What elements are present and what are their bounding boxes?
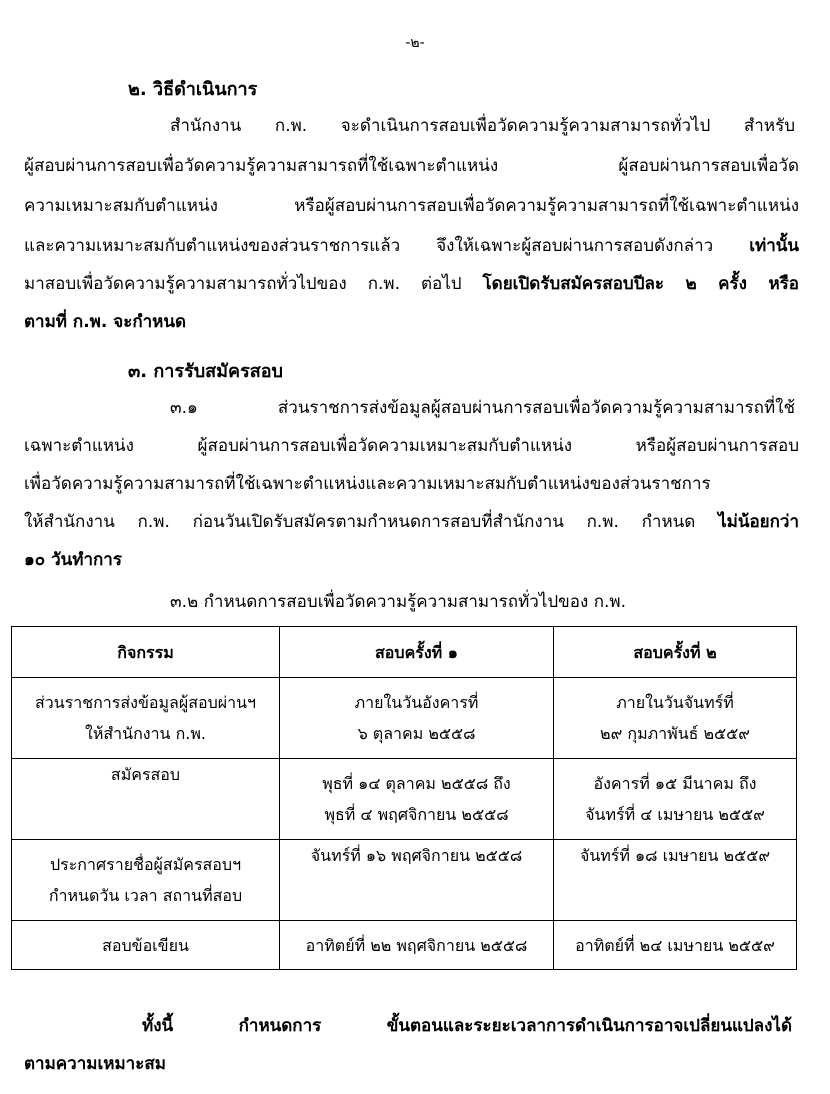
header-activity: กิจกรรม xyxy=(12,627,280,678)
closing-line-1: ทั้งนี้ กำหนดการ ขั้นตอนและระยะเวลาการดำเนินการอาจเปลี่ยนแปลงได้ xyxy=(142,1016,792,1036)
round-2-cell: จันทร์ที่ ๑๘ เมษายน ๒๕๕๙ xyxy=(554,840,797,921)
table-row xyxy=(12,678,797,759)
not-less-than-text: ไม่น้อยกว่า xyxy=(718,512,799,532)
section-3-1-line-1: ๓.๑ ส่วนราชการส่งข้อมูลผู้สอบผ่านการสอบเพื่อวัดความรู้ความสามารถที่ใช้ xyxy=(170,398,795,418)
activity-cell: ประกาศรายชื่อผู้สมัครสอบฯ กำหนดวัน เวลา สถานที่สอบ xyxy=(12,840,280,921)
bold-twice-text: โดยเปิดรับสมัครสอบปีละ ๒ ครั้ง หรือ xyxy=(482,274,800,294)
round-2-cell: ภายในวันจันทร์ที่ ๒๙ กุมภาพันธ์ ๒๕๕๙ xyxy=(554,678,797,759)
header-round-1: สอบครั้งที่ ๑ xyxy=(280,627,554,678)
section-3-2-line: ๓.๒ กำหนดการสอบเพื่อวัดความรู้ความสามารถทั่วไปของ ก.พ. xyxy=(170,592,627,612)
activity-cell: สมัครสอบ xyxy=(12,759,280,840)
round-1-cell: จันทร์ที่ ๑๖ พฤศจิกายน ๒๕๕๘ xyxy=(280,840,554,921)
table-row xyxy=(12,840,797,921)
round-2-cell: อาทิตย์ที่ ๒๔ เมษายน ๒๕๕๙ xyxy=(554,921,797,970)
table-row xyxy=(12,921,797,970)
round-1-cell: ภายในวันอังคารที่ ๖ ตุลาคม ๒๕๕๘ xyxy=(280,678,554,759)
page-number: -๒- xyxy=(405,35,425,51)
exam-schedule-table xyxy=(11,626,797,970)
section-2-line-4: และความเหมาะสมกับตำแหน่งของส่วนราชการแล้ว จึงให้เฉพาะผู้สอบผ่านการสอบดังกล่าว เท่านั้น xyxy=(24,236,799,256)
section-2-line-1: สำนักงาน ก.พ. จะดำเนินการสอบเพื่อวัดความรู้ความสามารถทั่วไป สำหรับ xyxy=(170,116,795,136)
section-2-line-2: ผู้สอบผ่านการสอบเพื่อวัดความรู้ความสามารถที่ใช้เฉพาะตำแหน่ง ผู้สอบผ่านการสอบเพื่อวัด xyxy=(24,156,799,176)
round-2-cell: อังคารที่ ๑๕ มีนาคม ถึง จันทร์ที่ ๔ เมษายน ๒๕๕๙ xyxy=(554,759,797,840)
section-3-1-line-5: ๑๐ วันทำการ xyxy=(24,550,122,570)
section-2-line-6: ตามที่ ก.พ. จะกำหนด xyxy=(24,312,187,332)
closing-line-2: ตามความเหมาะสม xyxy=(24,1054,166,1074)
section-2-heading: ๒. วิธีดำเนินการ xyxy=(128,79,258,100)
bold-only-text: เท่านั้น xyxy=(749,236,799,256)
table-header-row xyxy=(12,627,797,678)
round-1-cell: พุธที่ ๑๔ ตุลาคม ๒๕๕๘ ถึง พุธที่ ๔ พฤศจิกายน ๒๕๕๘ xyxy=(280,759,554,840)
section-3-1-line-4: ให้สำนักงาน ก.พ. ก่อนวันเปิดรับสมัครตามกำหนดการสอบที่สำนักงาน ก.พ. กำหนด ไม่น้อยกว่า xyxy=(24,512,799,532)
activity-cell: ส่วนราชการส่งข้อมูลผู้สอบผ่านฯ ให้สำนักงาน ก.พ. xyxy=(12,678,280,759)
section-3-1-line-2: เฉพาะตำแหน่ง ผู้สอบผ่านการสอบเพื่อวัดความเหมาะสมกับตำแหน่ง หรือผู้สอบผ่านการสอบ xyxy=(24,436,799,456)
section-2-line-3: ความเหมาะสมกับตำแหน่ง หรือผู้สอบผ่านการสอบเพื่อวัดความรู้ความสามารถที่ใช้เฉพาะตำแหน่ง xyxy=(24,196,799,216)
header-round-2: สอบครั้งที่ ๒ xyxy=(554,627,797,678)
section-3-1-line-3: เพื่อวัดความรู้ความสามารถที่ใช้เฉพาะตำแหน่งและความเหมาะสมกับตำแหน่งของส่วนราชการ xyxy=(24,474,711,494)
table-row xyxy=(12,759,797,840)
section-2-line-5: มาสอบเพื่อวัดความรู้ความสามารถทั่วไปของ ก.พ. ต่อไป โดยเปิดรับสมัครสอบปีละ ๒ ครั้ง หรือ xyxy=(24,274,800,294)
activity-cell: สอบข้อเขียน xyxy=(12,921,280,970)
section-3-heading: ๓. การรับสมัครสอบ xyxy=(128,361,283,382)
round-1-cell: อาทิตย์ที่ ๒๒ พฤศจิกายน ๒๕๕๘ xyxy=(280,921,554,970)
